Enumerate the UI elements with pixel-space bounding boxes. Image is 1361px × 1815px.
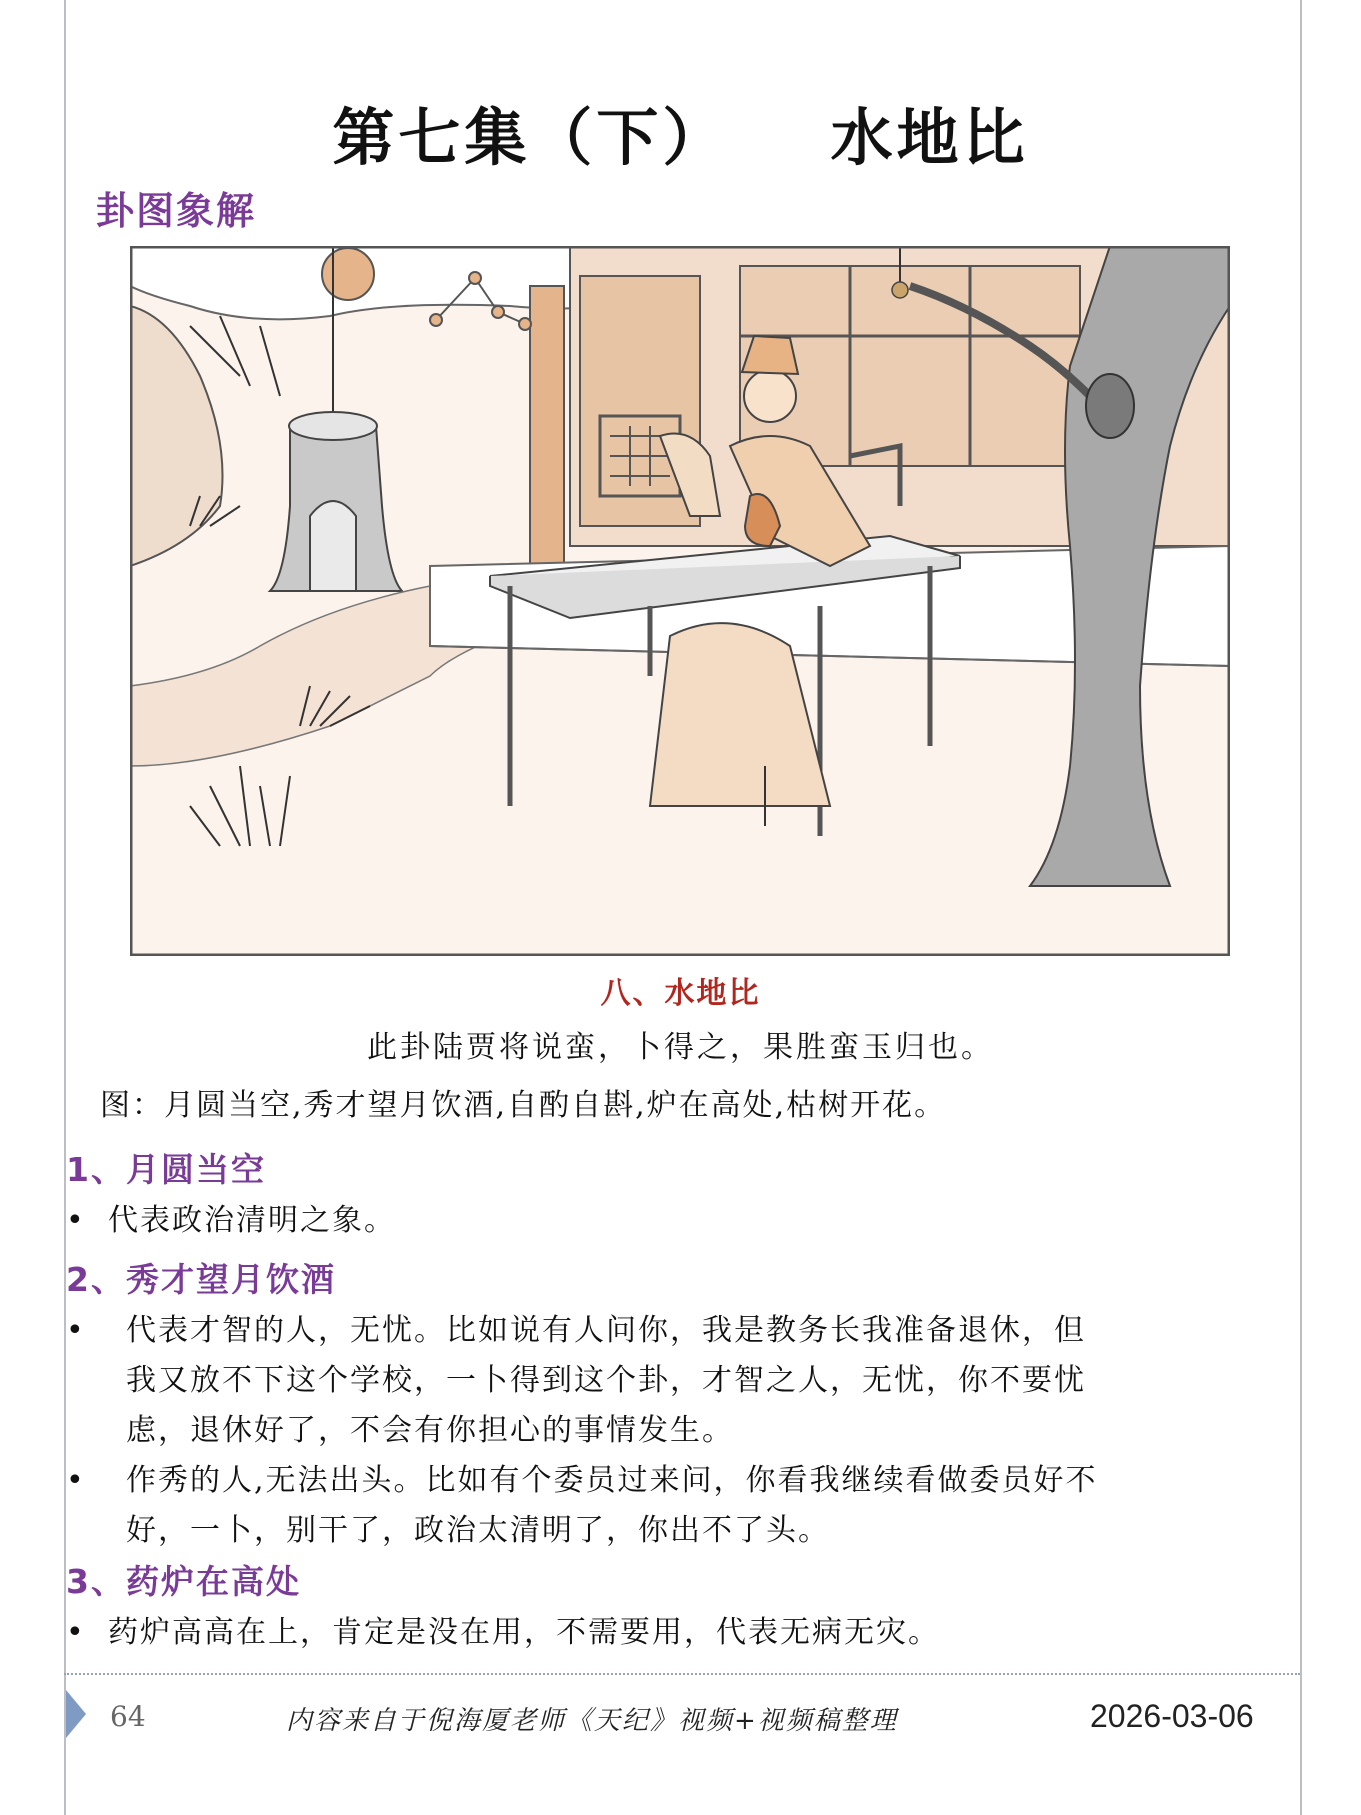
bullet-text-line: 代表才智的人，无忧。比如说有人问你，我是教务长我准备退休，但 [126, 1313, 1086, 1348]
caption-line-1: 此卦陆贾将说蛮，卜得之，果胜蛮玉归也。 [367, 1030, 994, 1065]
bullet-icon: • [66, 1313, 86, 1348]
footer-triangle-icon [66, 1690, 86, 1738]
footer-source: 内容来自于倪海厦老师《天纪》视频+视频稿整理 [286, 1706, 898, 1736]
full-moon [322, 248, 374, 300]
page-title: 第七集（下） 水地比 [332, 101, 1029, 174]
point-heading-1: 1、月圆当空 [66, 1150, 266, 1189]
bullet-icon: • [66, 1615, 86, 1650]
bullet-text-line: 作秀的人,无法出头。比如有个委员过来问，你看我继续看做委员好不 [126, 1463, 1098, 1498]
page-right-border [1300, 0, 1302, 1815]
page-number: 64 [110, 1700, 146, 1733]
page-left-border [64, 0, 66, 1815]
pillar [530, 286, 564, 566]
tree-blossom [892, 282, 908, 298]
caption-title: 八、水地比 [600, 976, 761, 1011]
point-heading-2: 2、秀才望月饮酒 [66, 1260, 336, 1299]
footer-divider [64, 1673, 1300, 1675]
point-heading-3: 3、药炉在高处 [66, 1562, 301, 1601]
bullet-text-line: 我又放不下这个学校，一卜得到这个卦，才智之人，无忧，你不要忧 [126, 1363, 1086, 1398]
bullet-text-line: 虑，退休好了，不会有你担心的事情发生。 [126, 1413, 734, 1448]
hexagram-illustration [130, 246, 1230, 956]
bullet-text: 代表政治清明之象。 [108, 1203, 396, 1238]
bullet-text: 药炉高高在上，肯定是没在用，不需要用，代表无病无灾。 [108, 1615, 940, 1650]
bullet-text-line: 好，一卜，别干了，政治太清明了，你出不了头。 [126, 1513, 830, 1548]
caption-line-2: 图：月圆当空,秀才望月饮酒,自酌自斟,炉在高处,枯树开花。 [100, 1088, 947, 1123]
section-heading: 卦图象解 [96, 189, 257, 233]
footer-date: 2026-03-06 [1090, 1698, 1254, 1734]
bullet-icon: • [66, 1203, 86, 1238]
bullet-icon: • [66, 1463, 86, 1498]
